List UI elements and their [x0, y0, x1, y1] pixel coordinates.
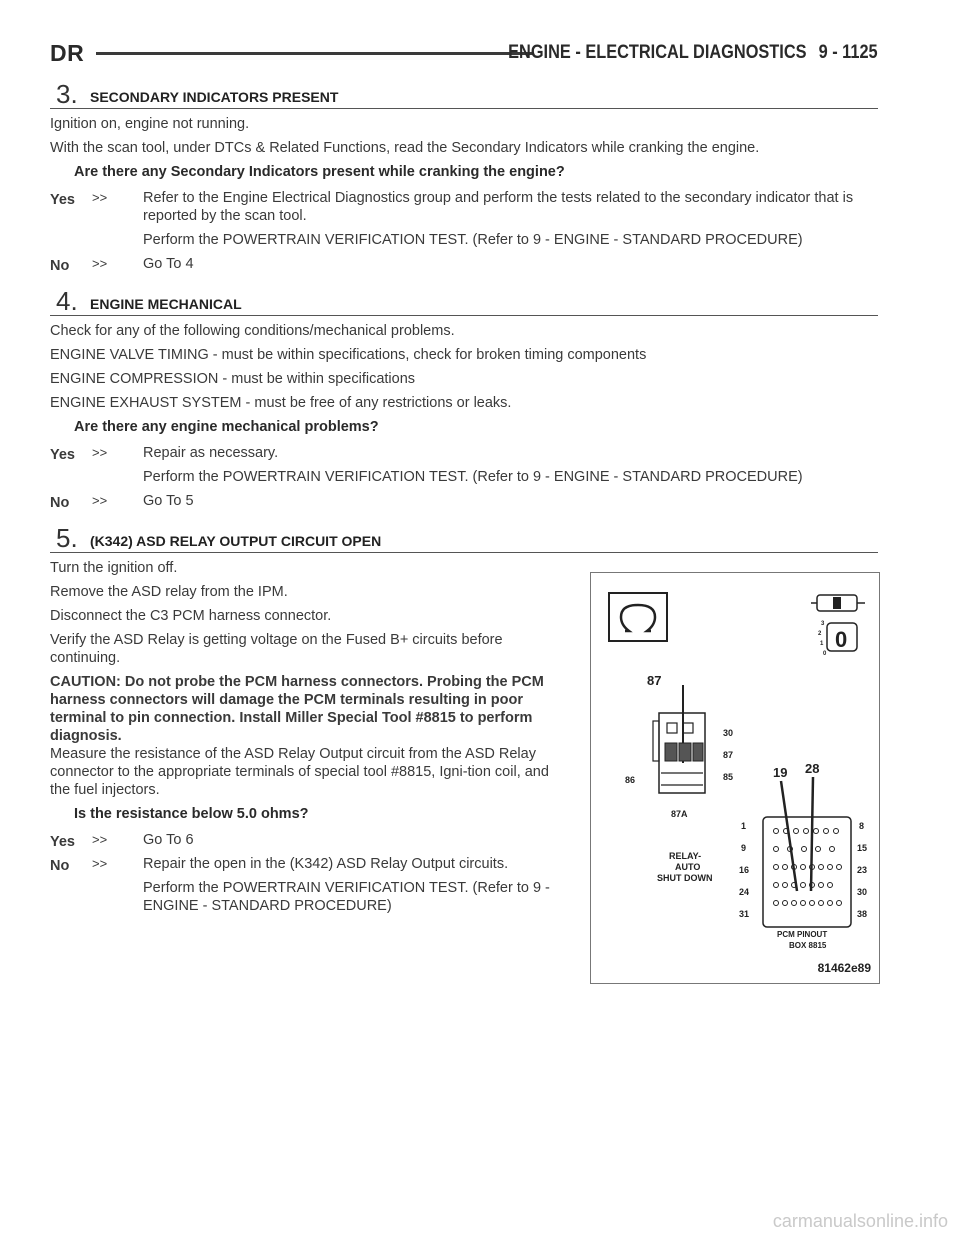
step-text: Turn the ignition off.	[50, 560, 178, 576]
answer-text: Refer to the Engine Electrical Diagnostics group and perform the tests related to the secondary indicator that is reported by the scan tool.	[143, 190, 854, 224]
section-heading	[50, 287, 878, 316]
answer-yes	[50, 189, 878, 249]
relay-title-3: SHUT DOWN	[657, 873, 713, 883]
section-number: 3.	[56, 79, 78, 109]
section-title: ENGINE MECHANICAL	[90, 296, 242, 312]
pin-label-15: 15	[857, 843, 868, 853]
answer-text: Go To 5	[143, 493, 194, 509]
relay-pin-30: 30	[723, 728, 734, 738]
figure-id: 81462e89	[817, 961, 871, 975]
relay-title-2: AUTO	[675, 862, 701, 872]
probe-leads	[773, 761, 819, 891]
pin-label-30: 30	[857, 887, 868, 897]
answer-yes	[50, 444, 878, 486]
relay-pin-87: 87	[723, 750, 734, 760]
pin-label-23: 23	[857, 865, 868, 875]
question: Are there any Secondary Indicators present while cranking the engine?	[74, 164, 565, 180]
section-number: 4.	[56, 286, 78, 316]
caution-text: CAUTION: Do not probe the PCM harness connectors. Probing the PCM harness connectors will damage the PCM terminals resulting in poor terminal to pin connection. Install Miller Special Tool #8815 to perform diagnosis.	[50, 674, 544, 744]
relay-connector	[625, 673, 733, 883]
answer-key: No	[50, 258, 70, 274]
pinout-title-2: BOX 8815	[789, 941, 827, 950]
header-model: DR	[50, 40, 85, 66]
relay-pin-87-top: 87	[647, 673, 662, 688]
header-section-title: ENGINE - ELECTRICAL DIAGNOSTICS	[508, 42, 807, 63]
section-heading	[50, 80, 878, 109]
pin-label-38: 38	[857, 909, 868, 919]
question: Are there any engine mechanical problems?	[74, 419, 379, 435]
step-text: Remove the ASD relay from the IPM.	[50, 584, 288, 600]
step-text: Check for any of the following conditions/mechanical problems.	[50, 323, 455, 339]
page-number: 9 - 1125	[818, 42, 878, 63]
question: Is the resistance below 5.0 ohms?	[74, 806, 309, 822]
meter-scale-2: 2	[818, 631, 822, 637]
relay-title-1: RELAY-	[669, 851, 702, 861]
arrow-marker: >>	[92, 445, 108, 460]
relay-pin-85: 85	[723, 772, 734, 782]
answer-text: Perform the POWERTRAIN VERIFICATION TEST. (Refer to 9 - ENGINE - STANDARD PROCEDURE)	[143, 469, 803, 485]
answer-key: No	[50, 495, 70, 511]
arrow-marker: >>	[92, 856, 108, 871]
answer-key: Yes	[50, 834, 75, 850]
pinout-title-1: PCM PINOUT	[777, 930, 828, 939]
relay-pinout-figure	[590, 572, 880, 984]
pin-label-8: 8	[859, 821, 865, 831]
answer-text: Repair the open in the (K342) ASD Relay Output circuits.	[143, 856, 509, 872]
arrow-marker: >>	[92, 832, 108, 847]
step-text: With the scan tool, under DTCs & Related Functions, read the Secondary Indicators while cranking the engine.	[50, 140, 760, 156]
arrow-marker: >>	[92, 190, 108, 205]
figure-drawing	[591, 573, 879, 983]
answer-text: Perform the POWERTRAIN VERIFICATION TEST. (Refer to 9 - ENGINE - STANDARD PROCEDURE)	[143, 880, 550, 914]
meter-reading: 0	[835, 627, 848, 652]
arrow-marker: >>	[92, 256, 108, 271]
section-title: SECONDARY INDICATORS PRESENT	[90, 89, 339, 105]
pcm-pinout-box	[739, 817, 867, 950]
probe-label-19: 19	[773, 765, 788, 780]
probe-label-28: 28	[805, 761, 820, 776]
pin-label-9: 9	[741, 843, 747, 853]
section-4	[50, 287, 878, 510]
ohm-meter-icon	[609, 593, 667, 641]
section-heading	[50, 524, 878, 553]
meter-scale-3: 3	[821, 621, 825, 627]
header-rule	[96, 52, 534, 55]
meter-dial-icon	[811, 595, 865, 657]
relay-pin-87a: 87A	[671, 809, 688, 819]
meter-scale-1: 1	[820, 641, 824, 647]
answer-text: Perform the POWERTRAIN VERIFICATION TEST. (Refer to 9 - ENGINE - STANDARD PROCEDURE)	[143, 232, 803, 248]
answer-key: Yes	[50, 447, 75, 463]
arrow-marker: >>	[92, 493, 108, 508]
section-title: (K342) ASD RELAY OUTPUT CIRCUIT OPEN	[90, 533, 382, 549]
answer-key: Yes	[50, 192, 75, 208]
answer-text: Repair as necessary.	[143, 445, 279, 461]
pin-label-31: 31	[739, 909, 750, 919]
section-number: 5.	[56, 523, 78, 553]
step-text: Measure the resistance of the ASD Relay Output circuit from the ASD Relay connector to the appropriate terminals of special tool #8815, Igni-tion coil, and the fuel injectors.	[50, 746, 549, 798]
answer-yes	[50, 831, 550, 849]
step-text: ENGINE COMPRESSION - must be within specifications	[50, 371, 416, 387]
step-text: ENGINE EXHAUST SYSTEM - must be free of any restrictions or leaks.	[50, 395, 512, 411]
step-text: Ignition on, engine not running.	[50, 116, 250, 132]
page-header	[50, 40, 878, 66]
relay-pin-86: 86	[625, 775, 636, 785]
pin-label-16: 16	[739, 865, 750, 875]
pin-label-24: 24	[739, 887, 750, 897]
answer-no	[50, 255, 878, 273]
step-text: Disconnect the C3 PCM harness connector.	[50, 608, 332, 624]
answer-text: Go To 4	[143, 256, 194, 272]
watermark-text: carmanualsonline.info	[772, 1211, 948, 1231]
header-title	[509, 40, 878, 66]
answer-key: No	[50, 858, 70, 874]
pin-label-1: 1	[741, 821, 747, 831]
answer-no	[50, 855, 550, 915]
meter-scale-0: 0	[823, 651, 827, 657]
step-text: Verify the ASD Relay is getting voltage on the Fused B+ circuits before continuing.	[50, 632, 503, 666]
answer-no	[50, 492, 878, 510]
section-3	[50, 80, 878, 273]
answer-text: Go To 6	[143, 832, 194, 848]
step-text: ENGINE VALVE TIMING - must be within specifications, check for broken timing components	[50, 347, 647, 363]
